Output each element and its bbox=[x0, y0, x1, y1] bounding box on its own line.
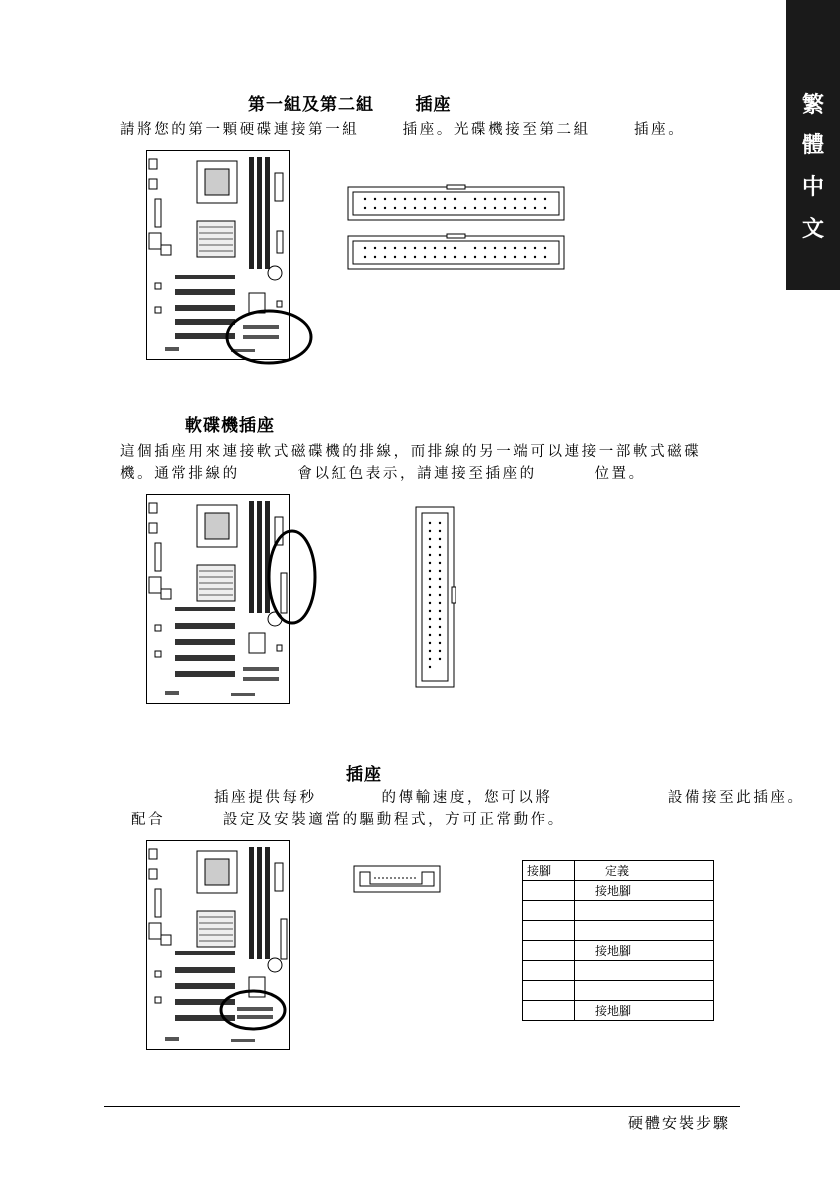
section-text-sata-2: 配合 設定及安裝適當的驅動程式，方可正常動作。 bbox=[131, 812, 565, 828]
table-cell bbox=[523, 921, 575, 941]
table-cell: 接地腳 bbox=[575, 1001, 714, 1021]
table-cell bbox=[523, 881, 575, 901]
highlight-ellipse bbox=[225, 307, 313, 367]
table-row bbox=[523, 961, 714, 981]
table-row bbox=[523, 901, 714, 921]
section-text-floppy-2: 機。通常排線的 會以紅色表示，請連接至插座的 位置。 bbox=[120, 466, 646, 482]
footer-text: 硬體安裝步驟 bbox=[628, 1114, 731, 1132]
section-text-ide: 請將您的第一顆硬碟連接第一組 插座。光碟機接至第二組 插座。 bbox=[120, 122, 686, 138]
language-tab bbox=[786, 0, 840, 290]
table-row bbox=[523, 921, 714, 941]
sata-connector-drawing bbox=[352, 864, 442, 894]
table-cell bbox=[523, 901, 575, 921]
tab-char: 體 bbox=[801, 132, 824, 158]
section-title-ide: 第一組及第二組 插座 bbox=[248, 95, 452, 115]
table-cell bbox=[523, 1001, 575, 1021]
highlight-ellipse bbox=[218, 988, 288, 1032]
table-cell: 接地腳 bbox=[575, 881, 714, 901]
tab-char: 文 bbox=[801, 216, 824, 242]
table-row bbox=[523, 941, 714, 961]
section-text-floppy-1: 這個插座用來連接軟式磁碟機的排線，而排線的另一端可以連接一部軟式磁碟 bbox=[120, 444, 702, 460]
section-text-sata-1: 插座提供每秒 的傳輸速度，您可以將 設備接至此插座。 bbox=[214, 790, 805, 806]
footer-divider bbox=[104, 1106, 740, 1107]
table-cell bbox=[575, 981, 714, 1001]
sata-pin-table bbox=[522, 860, 714, 1021]
table-row bbox=[523, 981, 714, 1001]
table-cell: 接地腳 bbox=[575, 941, 714, 961]
table-cell bbox=[575, 961, 714, 981]
ide-connector-drawing bbox=[345, 184, 567, 274]
table-header-cell: 定義 bbox=[575, 861, 714, 881]
floppy-connector-drawing bbox=[414, 505, 456, 689]
highlight-ellipse bbox=[266, 528, 318, 626]
table-cell bbox=[523, 981, 575, 1001]
table-cell bbox=[523, 941, 575, 961]
table-row bbox=[523, 1001, 714, 1021]
table-header-cell: 接腳 bbox=[523, 861, 575, 881]
table-cell bbox=[523, 961, 575, 981]
section-title-floppy: 軟碟機插座 bbox=[185, 416, 275, 436]
table-cell bbox=[575, 901, 714, 921]
section-title-sata: 插座 bbox=[346, 765, 382, 785]
table-header-row bbox=[523, 861, 714, 881]
table-cell bbox=[575, 921, 714, 941]
tab-char: 中 bbox=[801, 174, 824, 200]
table-row bbox=[523, 881, 714, 901]
tab-char: 繁 bbox=[801, 92, 824, 118]
